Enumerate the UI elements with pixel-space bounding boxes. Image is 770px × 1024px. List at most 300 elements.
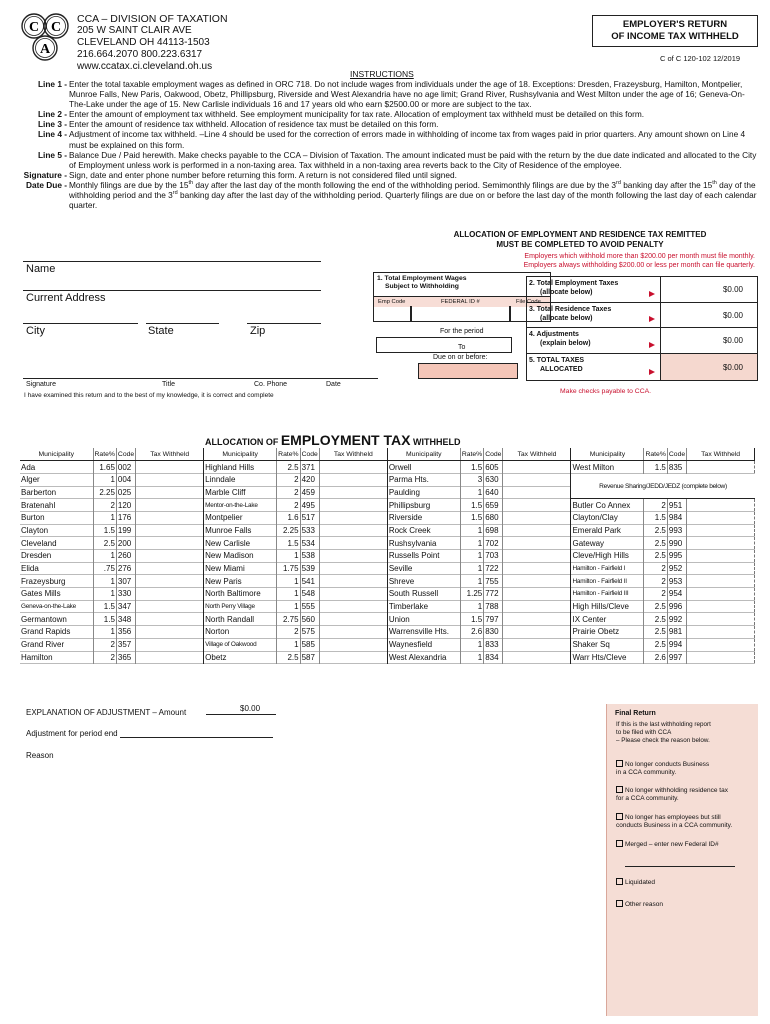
instruction-line3: Line 3 - Enter the amount of residence tax withheld. Allocation of residence tax must be detailed on this form.	[37, 119, 439, 130]
checkbox[interactable]	[616, 900, 623, 907]
tax-withheld-input[interactable]	[319, 651, 387, 664]
tax-withheld-input[interactable]	[503, 626, 571, 639]
tax-withheld-input[interactable]	[319, 461, 387, 474]
agency-name: CCA – DIVISION OF TAXATION	[77, 13, 228, 25]
revenue-sharing-header: Revenue Sharing/JEDD/JEDZ (complete below)	[571, 473, 755, 498]
checkbox[interactable]	[616, 840, 623, 847]
municipality-code: 834	[484, 651, 503, 664]
municipality-code: 004	[116, 473, 135, 486]
state-field[interactable]	[146, 323, 219, 324]
column-header-municipality: Municipality	[571, 448, 644, 461]
municipality-name: Hamilton - Fairfield II	[572, 577, 627, 585]
tax-withheld-input[interactable]	[503, 499, 571, 512]
tax-withheld-input[interactable]	[319, 550, 387, 563]
tax-rate: 1.5	[460, 511, 483, 524]
column-header-tax: Tax Withheld	[319, 448, 387, 461]
municipality-name: Geneva-on-the-Lake	[21, 603, 77, 611]
due-label: Due on or before:	[433, 354, 488, 361]
municipality-code: 330	[116, 588, 135, 601]
tax-withheld-input[interactable]	[319, 473, 387, 486]
tax-withheld-input[interactable]	[319, 499, 387, 512]
tax-rate: 1.5	[460, 499, 483, 512]
municipality-code: 002	[116, 461, 135, 474]
tax-withheld-input[interactable]	[136, 473, 204, 486]
line5-value: $0.00	[722, 362, 743, 372]
tax-rate: 1	[93, 550, 116, 563]
tax-rate: 1	[460, 575, 483, 588]
line2-employment-taxes[interactable]: 2. Total Employment Taxes (allocate below) $0.00	[526, 276, 758, 303]
address-label: Current Address	[26, 292, 106, 304]
tax-withheld-input[interactable]	[687, 562, 755, 575]
tax-rate: 1	[93, 511, 116, 524]
municipality-name: Waynesfield	[388, 640, 433, 650]
option-no-business[interactable]: No longer conducts Business in a CCA community.	[616, 761, 710, 777]
tax-withheld-input[interactable]	[136, 575, 204, 588]
line4-value: $0.00	[722, 336, 743, 345]
tax-rate: 1.65	[93, 461, 116, 474]
final-return-title: Final Return	[615, 710, 656, 717]
period-box[interactable]	[376, 337, 512, 353]
municipality-name: Seville	[388, 564, 413, 574]
option-no-residence-tax[interactable]: No longer withholding residence tax for a CCA community.	[616, 787, 728, 803]
option-other[interactable]: Other reason	[616, 900, 756, 909]
municipality-name: South Russell	[388, 589, 439, 599]
tax-withheld-input[interactable]	[319, 562, 387, 575]
municipality-name: Cleveland	[21, 538, 57, 548]
explanation-label: EXPLANATION OF ADJUSTMENT – Amount	[26, 708, 187, 717]
column-header-rate: Rate%	[277, 448, 300, 461]
due-date-box[interactable]	[418, 363, 518, 379]
municipality-code: 703	[484, 550, 503, 563]
municipality-name: Shaker Sq	[572, 640, 610, 650]
zip-field[interactable]	[247, 323, 321, 324]
municipality-code: 797	[484, 613, 503, 626]
municipality-name: Warr Hts/Cleve	[572, 652, 627, 662]
tax-rate: 2.5	[644, 613, 667, 626]
table-row	[20, 473, 755, 486]
tax-rate: 2	[644, 562, 667, 575]
tax-withheld-input[interactable]	[319, 613, 387, 626]
municipality-code: 981	[667, 626, 686, 639]
municipality-name: Dresden	[21, 551, 52, 561]
city-label: City	[26, 325, 45, 337]
address-field[interactable]	[23, 290, 321, 291]
municipality-code: 025	[116, 486, 135, 499]
column-header-rate: Rate%	[93, 448, 116, 461]
tax-withheld-input[interactable]	[136, 600, 204, 613]
tax-withheld-input[interactable]	[687, 550, 755, 563]
municipality-name: Union	[388, 614, 410, 624]
municipality-code: 952	[667, 562, 686, 575]
municipality-name: Prairie Obetz	[572, 627, 620, 637]
municipality-code: 120	[116, 499, 135, 512]
municipality-name: New Madison	[205, 551, 254, 561]
municipality-name: Highland Hills	[205, 462, 255, 472]
tax-withheld-input[interactable]	[136, 638, 204, 651]
municipality-name: Frazeysburg	[21, 576, 66, 586]
municipality-name: Clayton	[21, 525, 49, 535]
tax-rate: 1	[277, 588, 300, 601]
arrow-icon	[649, 342, 655, 348]
tax-withheld-input[interactable]	[136, 511, 204, 524]
municipality-name: North Perry Village	[205, 603, 255, 611]
municipality-code: 755	[484, 575, 503, 588]
tax-rate: 2.5	[277, 461, 300, 474]
table-row	[20, 537, 755, 550]
tax-withheld-input[interactable]	[503, 638, 571, 651]
table-row	[20, 524, 755, 537]
instructions	[20, 79, 760, 210]
table-row	[20, 575, 755, 588]
period-end-label: Adjustment for period end	[26, 729, 118, 738]
make-checks-note: Make checks payable to CCA.	[560, 388, 652, 395]
table-row	[20, 461, 755, 474]
municipality-code: 605	[484, 461, 503, 474]
column-header-code: Code	[116, 448, 135, 461]
tax-rate: 2	[277, 473, 300, 486]
tax-rate: 1	[460, 651, 483, 664]
tax-withheld-input[interactable]	[503, 486, 571, 499]
municipality-name: Grand River	[21, 640, 65, 650]
municipality-code: 371	[300, 461, 319, 474]
column-header-rate: Rate%	[644, 448, 667, 461]
amount-line	[206, 714, 276, 715]
tax-withheld-input[interactable]	[319, 524, 387, 537]
municipality-code: 347	[116, 600, 135, 613]
municipality-name: Butler Co Annex	[572, 500, 631, 510]
municipality-name: Gates Mills	[21, 589, 61, 599]
tax-withheld-input[interactable]	[503, 651, 571, 664]
line3-value: $0.00	[722, 310, 743, 320]
instruction-line1: Line 1 - Enter the total taxable employment wages as defined in ORC 718. Do not include wages from individuals under the age of 18. Exceptions: Dresden, Frazeysburg, Hamilton, Montpelier, Munroe Falls, New Paris, Oakwood, Obetz, Phillipsburg, Riverside and West Alexandria have no age limit; Grand River, Rushsylvania and West Milton under the age of 16; Geneva-On-The-Lake under the age of 15. New Carlisle individuals 16 and 17 years old who earn $2500.00 or more are subject to the tax.	[37, 79, 745, 110]
municipality-name: Rock Creek	[388, 525, 431, 535]
id-header-row: Emp Code FEDERAL ID # File Code	[374, 296, 550, 307]
instructions-title: INSTRUCTIONS	[350, 69, 414, 79]
reason-label: Reason	[26, 751, 54, 760]
municipality-name: New Carlisle	[205, 538, 251, 548]
tax-rate: 1.75	[277, 562, 300, 575]
municipality-code: 538	[300, 550, 319, 563]
tax-withheld-input[interactable]	[503, 588, 571, 601]
municipality-code: 199	[116, 524, 135, 537]
tax-rate: 2	[93, 638, 116, 651]
table-row	[20, 550, 755, 563]
emp-code-input[interactable]	[373, 306, 411, 322]
svg-text:C: C	[50, 20, 62, 35]
municipality-code: 276	[116, 562, 135, 575]
municipality-code: 953	[667, 575, 686, 588]
municipality-name: Hamilton	[21, 652, 53, 662]
tax-withheld-input[interactable]	[136, 588, 204, 601]
table-row	[20, 511, 755, 524]
tax-rate: 1	[460, 562, 483, 575]
municipality-name: Elida	[21, 564, 39, 574]
arrow-icon	[649, 369, 655, 375]
federal-id-input[interactable]	[411, 306, 510, 322]
attestation: I have examined this return and to the best of my knowledge, it is correct and complete	[24, 392, 274, 399]
municipality-code: 587	[300, 651, 319, 664]
municipality-code: 698	[484, 524, 503, 537]
tax-rate: 1.25	[460, 588, 483, 601]
option-liquidated[interactable]: Liquidated	[616, 878, 756, 887]
table-row	[20, 626, 755, 639]
tax-withheld-input[interactable]	[319, 537, 387, 550]
allocation-heading: ALLOCATION OF EMPLOYMENT AND RESIDENCE TAX REMITTED MUST BE COMPLETED TO AVOID PENALTY	[453, 230, 707, 249]
tax-withheld-input[interactable]	[687, 613, 755, 626]
municipality-name: Hamilton - Fairfield III	[572, 590, 629, 598]
tax-rate: 1	[93, 575, 116, 588]
municipality-name: High Hills/Cleve	[572, 602, 629, 612]
option-merged[interactable]: Merged – enter new Federal ID#	[616, 840, 756, 849]
tax-withheld-input[interactable]	[503, 613, 571, 626]
municipality-code: 833	[484, 638, 503, 651]
form-title-line1: EMPLOYER'S RETURN	[622, 19, 728, 30]
tax-rate: 2.6	[644, 651, 667, 664]
tax-withheld-input[interactable]	[319, 638, 387, 651]
tax-withheld-input[interactable]	[319, 575, 387, 588]
tax-rate: 1.5	[460, 461, 483, 474]
municipality-code: 365	[116, 651, 135, 664]
municipality-name: Village of Oakwood	[205, 641, 257, 649]
municipality-name: Norton	[205, 627, 230, 637]
municipality-name: IX Center	[572, 614, 607, 624]
tax-rate: 2	[277, 499, 300, 512]
column-header-code: Code	[300, 448, 319, 461]
tax-rate: 1	[93, 626, 116, 639]
table-row	[20, 651, 755, 664]
municipality-code: 200	[116, 537, 135, 550]
municipality-name: Grand Rapids	[21, 627, 71, 637]
tax-withheld-input[interactable]	[136, 651, 204, 664]
total-wages-box[interactable]	[373, 272, 551, 306]
municipality-code: 994	[667, 638, 686, 651]
municipality-code: 548	[300, 588, 319, 601]
table-row	[20, 588, 755, 601]
tax-withheld-input[interactable]	[503, 473, 571, 486]
tax-withheld-input[interactable]	[687, 575, 755, 588]
checkbox[interactable]	[616, 813, 623, 820]
tax-withheld-input[interactable]	[687, 626, 755, 639]
tax-rate: 1	[277, 638, 300, 651]
arrow-icon	[649, 316, 655, 322]
municipality-code: 830	[484, 626, 503, 639]
column-header-municipality: Municipality	[387, 448, 460, 461]
municipality-name: Timberlake	[388, 602, 429, 612]
column-header-municipality: Municipality	[204, 448, 277, 461]
arrow-icon	[649, 291, 655, 297]
tax-withheld-input[interactable]	[319, 511, 387, 524]
line5-total-taxes[interactable]: 5. TOTAL TAXES ALLOCATED $0.00	[526, 354, 758, 381]
tax-rate: 2	[277, 626, 300, 639]
option-no-employees[interactable]: No longer has employees but still conducts Business in a CCA community.	[616, 814, 733, 830]
tax-rate: 2	[277, 486, 300, 499]
municipality-code: 560	[300, 613, 319, 626]
instruction-line4: Line 4 - Adjustment of income tax withheld. –Line 4 should be used for the correction of errors made in withholding of income tax from wages paid in prior quarters. Any amount shown on Line 4 must be explained on this form.	[37, 129, 746, 150]
tax-withheld-input[interactable]	[136, 524, 204, 537]
tax-withheld-input[interactable]	[136, 486, 204, 499]
tax-withheld-input[interactable]	[136, 537, 204, 550]
municipality-code: 495	[300, 499, 319, 512]
tax-rate: 2.5	[644, 524, 667, 537]
municipality-code: 348	[116, 613, 135, 626]
municipality-name: Alger	[21, 475, 40, 485]
municipality-code: 176	[116, 511, 135, 524]
tax-rate: 1	[93, 473, 116, 486]
municipality-code: 993	[667, 524, 686, 537]
municipality-name: West Alexandria	[388, 652, 447, 662]
municipality-code: 954	[667, 588, 686, 601]
municipality-code: 533	[300, 524, 319, 537]
signature-line[interactable]	[23, 378, 378, 379]
municipality-name: Rushsylvania	[388, 538, 437, 548]
tax-withheld-input[interactable]	[687, 537, 755, 550]
instruction-line5: Line 5 - Balance Due / Paid herewith. Make checks payable to the CCA – Division of Taxation. The amount indicated must be paid with the return by the due date indicated and allocated to the City of Employment unless work is performed in a non-taxing area. Tax withheld in a non-taxing area reverts back to the City of Residence of the employee.	[37, 149, 757, 170]
tax-rate: 1	[460, 600, 483, 613]
adjustment-amount[interactable]: $0.00	[240, 704, 261, 713]
tax-withheld-input[interactable]	[503, 537, 571, 550]
tax-withheld-input[interactable]	[136, 613, 204, 626]
table-row	[20, 638, 755, 651]
instruction-signature: Signature - Sign, date and enter phone number before returning this form. A return is not considered filed until signed.	[23, 169, 457, 180]
municipality-code: 459	[300, 486, 319, 499]
tax-rate: 2	[644, 588, 667, 601]
svg-text:A: A	[39, 42, 51, 57]
tax-withheld-input[interactable]	[136, 550, 204, 563]
tax-withheld-input[interactable]	[503, 511, 571, 524]
municipality-code: 990	[667, 537, 686, 550]
tax-rate: 1.5	[277, 537, 300, 550]
tax-rate: 1.5	[93, 613, 116, 626]
tax-withheld-input[interactable]	[687, 600, 755, 613]
tax-rate: 2.5	[644, 550, 667, 563]
municipality-name: Hamilton - Fairfield I	[572, 565, 626, 573]
municipality-code: 951	[667, 499, 686, 512]
municipality-code: 995	[667, 550, 686, 563]
municipality-name: West Milton	[572, 462, 615, 472]
tax-withheld-input[interactable]	[503, 600, 571, 613]
municipality-code: 260	[116, 550, 135, 563]
municipality-name: Mentor-on-the-Lake	[205, 501, 258, 509]
tax-rate: 1.6	[277, 511, 300, 524]
signature-label: Signature	[26, 381, 56, 388]
checkbox[interactable]	[616, 878, 623, 885]
tax-withheld-input[interactable]	[687, 499, 755, 512]
final-return-desc: If this is the last withholding report to be filed with CCA – Please check the reason below.	[616, 721, 711, 744]
tax-rate: 1	[277, 550, 300, 563]
line4-adjustments[interactable]: 4. Adjustments (explain below) $0.00	[526, 328, 758, 354]
tax-rate: 2.5	[277, 651, 300, 664]
municipality-name: Marble Cliff	[205, 487, 246, 497]
municipality-code: 534	[300, 537, 319, 550]
tax-rate: 1.5	[93, 600, 116, 613]
cca-logo	[20, 12, 70, 64]
column-header-municipality: Municipality	[20, 448, 93, 461]
name-field[interactable]	[23, 261, 321, 262]
checkbox[interactable]	[616, 786, 623, 793]
municipality-code: 541	[300, 575, 319, 588]
tax-withheld-input[interactable]	[503, 550, 571, 563]
tax-withheld-input[interactable]	[319, 486, 387, 499]
city-field[interactable]	[23, 323, 138, 324]
municipality-code: 630	[484, 473, 503, 486]
instruction-line2: Line 2 - Enter the amount of employment tax withheld. See employment municipality for tax rate. Allocation of employment tax withheld must be detailed on this form.	[37, 109, 645, 120]
municipality-code: 575	[300, 626, 319, 639]
tax-rate: 1	[277, 575, 300, 588]
municipality-name: Linndale	[205, 475, 236, 485]
tax-rate: 1	[460, 486, 483, 499]
tax-withheld-input[interactable]	[687, 511, 755, 524]
municipality-name: Warrensville Hts.	[388, 627, 449, 637]
agency-website[interactable]: www.ccatax.ci.cleveland.oh.us	[77, 61, 213, 72]
tax-withheld-input[interactable]	[503, 524, 571, 537]
column-header-code: Code	[484, 448, 503, 461]
tax-withheld-input[interactable]	[503, 461, 571, 474]
tax-rate: 2.5	[93, 537, 116, 550]
table-title: ALLOCATION OF EMPLOYMENT TAX WITHHELD	[205, 432, 461, 448]
tax-withheld-input[interactable]	[319, 588, 387, 601]
table-row	[20, 613, 755, 626]
tax-withheld-input[interactable]	[687, 461, 755, 474]
column-header-tax: Tax Withheld	[136, 448, 204, 461]
tax-withheld-input[interactable]	[687, 651, 755, 664]
municipality-code: 659	[484, 499, 503, 512]
tax-rate: 1	[277, 600, 300, 613]
tax-withheld-input[interactable]	[503, 562, 571, 575]
line2-value: $0.00	[722, 285, 743, 294]
municipality-code: 555	[300, 600, 319, 613]
column-header-tax: Tax Withheld	[503, 448, 571, 461]
municipality-code: 772	[484, 588, 503, 601]
tax-rate: 1	[460, 638, 483, 651]
municipality-name: Paulding	[388, 487, 420, 497]
tax-withheld-input[interactable]	[687, 638, 755, 651]
tax-withheld-input[interactable]	[687, 524, 755, 537]
tax-withheld-input[interactable]	[319, 626, 387, 639]
municipality-code: 702	[484, 537, 503, 550]
municipality-name: Parma Hts.	[388, 475, 429, 485]
column-header-tax: Tax Withheld	[687, 448, 755, 461]
municipality-code: 420	[300, 473, 319, 486]
line3-residence-taxes[interactable]: 3. Total Residence Taxes (allocate below) $0.00	[526, 303, 758, 328]
checkbox[interactable]	[616, 760, 623, 767]
tax-rate: 1	[460, 524, 483, 537]
tax-rate: 1	[460, 550, 483, 563]
tax-withheld-input[interactable]	[319, 600, 387, 613]
municipality-code: 984	[667, 511, 686, 524]
form-title-line2: OF INCOME TAX WITHHELD	[611, 31, 739, 42]
municipality-name: North Baltimore	[205, 589, 261, 599]
municipality-code: 680	[484, 511, 503, 524]
new-federal-id-field[interactable]	[625, 866, 735, 867]
municipality-code: 835	[667, 461, 686, 474]
municipality-name: North Randall	[205, 614, 255, 624]
tax-withheld-input[interactable]	[136, 461, 204, 474]
period-end-field[interactable]	[120, 737, 273, 738]
tax-withheld-input[interactable]	[136, 499, 204, 512]
municipality-code: 996	[667, 600, 686, 613]
tax-withheld-input[interactable]	[503, 575, 571, 588]
instruction-due-date: Date Due - Monthly filings are due by the 15th day after the last day of the month following the end of the withholding period. Semimonthly filings are due by the 3rd banking day after the 15th day of the withholding period and the 3rd banking day after the last day of the withholding period. Quarterly filings are due on or before the last day of the month following the last day of each calendar quarter.	[25, 179, 757, 211]
final-return-panel	[606, 704, 758, 1016]
title-label: Title	[162, 381, 175, 388]
tax-rate: 1	[460, 537, 483, 550]
tax-withheld-input[interactable]	[136, 562, 204, 575]
tax-withheld-input[interactable]	[136, 626, 204, 639]
table-row	[20, 562, 755, 575]
form-number: C of C 120-102 12/2019	[660, 54, 741, 63]
tax-rate: 1.5	[644, 461, 667, 474]
tax-withheld-input[interactable]	[687, 588, 755, 601]
